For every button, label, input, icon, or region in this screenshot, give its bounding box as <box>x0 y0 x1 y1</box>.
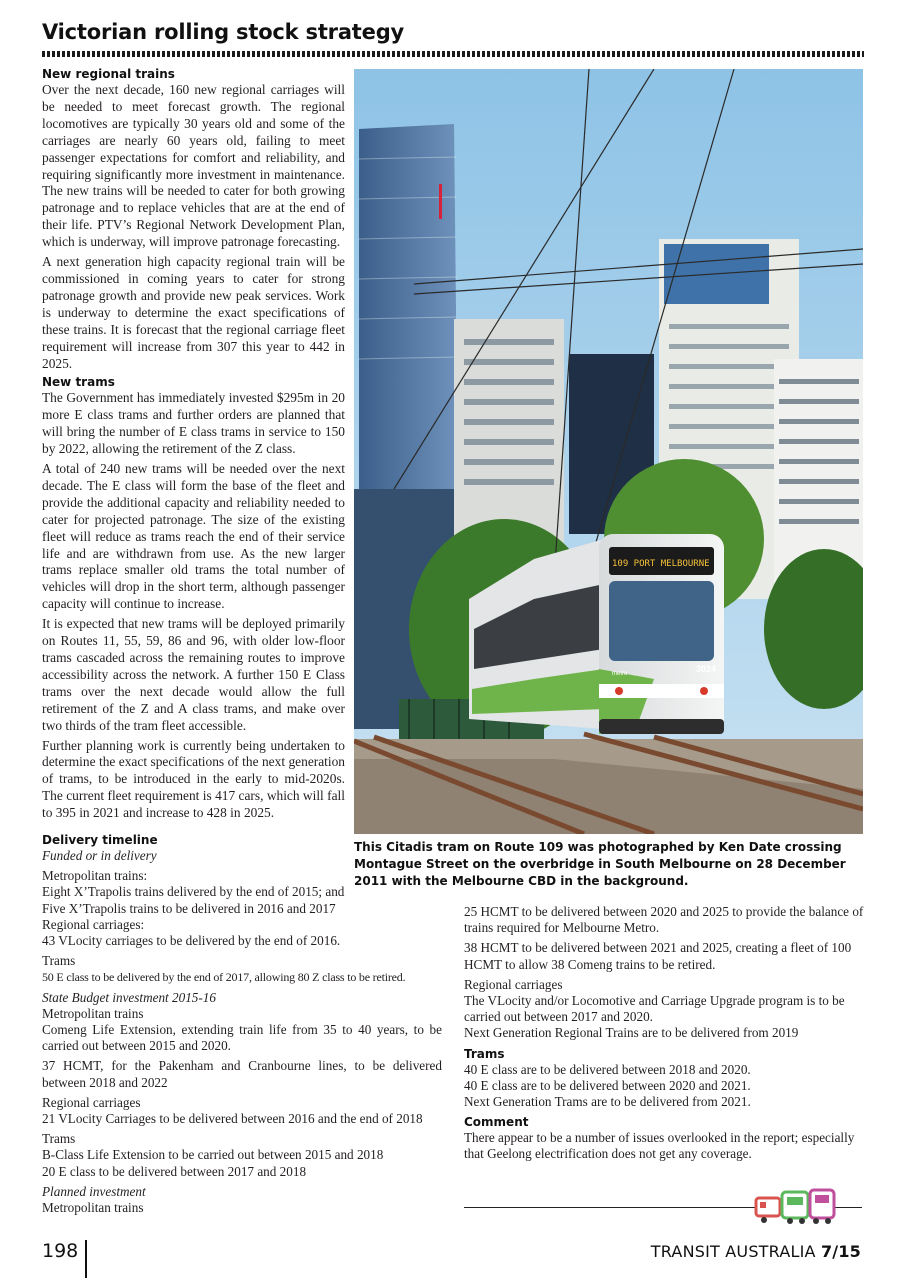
paragraph: A total of 240 new trams will be needed over the next decade. The E class will form the base of the fleet and provide the additional capacity and reliability needed to cater for projected patronage. The size of the existing fleet will reduce as trams reach the end of their service life and are withdrawn from use. As the new larger trams replace smaller old trams the total number of vehicles will drop in the short term, although passenger capacity will continue to increase. <box>42 461 345 612</box>
delivery-timeline <box>42 832 442 1216</box>
paragraph: Further planning work is currently being undertaken to determine the exact specifications of the next generation of trams, to be introduced in the early to mid-2020s. The current fleet requirement is 417 cars, which will fall to 395 in 2021 and increase to 428 in 2025. <box>42 737 345 821</box>
paragraph: The Government has immediately invested $295m in 20 more E class trams and further orders are planned that will bring the number of E class trams in service to 150 by 2022, allowing the retirement of the Z class. <box>42 390 345 457</box>
subheading-funded: Funded or in delivery <box>42 848 157 863</box>
destination-sign: 109 PORT MELBOURNE <box>612 559 710 569</box>
label-metro: Metropolitan trains <box>42 1200 144 1216</box>
operator-logo: metro <box>612 671 628 677</box>
issue-number: 7/15 <box>820 1242 861 1261</box>
timeline-item: 40 E class are to be delivered between 2020 and 2021. <box>464 1077 751 1093</box>
paragraph: Over the next decade, 160 new regional carriages will be needed to meet forecast growth. The regional locomotives are typically 30 years old and some of the carriages are nearly 60 years old, failing to meet passenger expectations for comfort and reliability, and requiring significantly more investment in maintenance. The new trains will be needed to cater for both growing patronage and to replace vehicles that are at the end of their life. PTV’s Regional Network Development Plan, which is underway, will improve patronage forecasting. <box>42 82 345 250</box>
page-title: Victorian rolling stock strategy <box>42 20 405 44</box>
timeline-item: 50 E class to be delivered by the end of 2017, allowing 80 Z class to be retired. <box>42 970 406 985</box>
timeline-item: 37 HCMT, for the Pakenham and Cranbourne lines, to be delivered between 2018 and 2022 <box>42 1058 442 1090</box>
journal-footer <box>651 1242 861 1261</box>
subheading-state-budget: State Budget investment 2015-16 <box>42 989 216 1005</box>
label-trams: Trams <box>42 1131 76 1147</box>
label-metro: Metropolitan trains: <box>42 868 148 884</box>
subheading-planned: Planned investment <box>42 1183 146 1199</box>
journal-name: TRANSIT AUSTRALIA <box>650 1242 816 1261</box>
timeline-item: 38 HCMT to be delivered between 2021 and 2025, creating a fleet of 100 HCMT to allow 38 Comeng trains to be retired. <box>464 940 852 972</box>
section-heading-regional-trains: New regional trains <box>42 67 175 81</box>
paragraph: It is expected that new trams will be deployed primarily on Routes 11, 55, 59, 86 and 96, with older low-floor trams cascaded across the remaining routes to improve accessibility across the network. A further 150 E Class trams over the next decade would allow the full retirement of the Z and A class trams, and make over two thirds of the tram fleet accessible. <box>42 616 345 733</box>
timeline-item: Comeng Life Extension, extending train life from 35 to 40 years, to be carried out between 2015 and 2020. <box>42 1022 442 1054</box>
label-regional: Regional carriages: <box>42 916 145 932</box>
timeline-item: Next Generation Regional Trains are to be delivered from 2019 <box>464 1025 799 1041</box>
page-number-divider <box>85 1240 87 1278</box>
timeline-item: 43 VLocity carriages to be delivered by the end of 2016. <box>42 933 341 949</box>
section-heading-comment: Comment <box>464 1115 529 1130</box>
transport-vehicles-icon <box>752 1184 860 1228</box>
comment-paragraph: There appear to be a number of issues overlooked in the report; especially that Geelong electrification does not get any coverage. <box>464 1130 855 1162</box>
timeline-item: Eight X’Trapolis trains delivered by the end of 2015; and <box>42 884 345 900</box>
label-trams: Trams <box>42 953 76 969</box>
timeline-item: 20 E class to be delivered between 2017 and 2018 <box>42 1163 307 1179</box>
section-heading-trams: Trams <box>464 1046 505 1061</box>
timeline-item: The VLocity and/or Locomotive and Carriage Upgrade program is to be carried out between 2017 and 2020. <box>464 993 845 1025</box>
label-metro: Metropolitan trains <box>42 1005 144 1021</box>
timeline-continued-column <box>464 904 864 1163</box>
fleet-number: 3024 <box>696 664 717 674</box>
timeline-item: B-Class Life Extension to be carried out between 2015 and 2018 <box>42 1147 384 1163</box>
timeline-item: 40 E class are to be delivered between 2018 and 2020. <box>464 1061 751 1077</box>
section-heading-new-trams: New trams <box>42 375 115 390</box>
photo-caption: This Citadis tram on Route 109 was photographed by Ken Date crossing Montague Street on the overbridge in South Melbourne on 28 December 2011 with the Melbourne CBD in the background. <box>354 840 846 888</box>
title-dotted-rule <box>42 51 864 57</box>
label-regional: Regional carriages <box>464 976 563 992</box>
page-number: 198 <box>42 1240 79 1262</box>
tram-photo <box>354 69 863 834</box>
timeline-item: Next Generation Trams are to be delivered from 2021. <box>464 1094 751 1110</box>
section-heading-delivery-timeline: Delivery timeline <box>42 833 158 847</box>
timeline-item: Five X’Trapolis trains to be delivered in 2016 and 2017 <box>42 900 336 916</box>
timeline-item: 25 HCMT to be delivered between 2020 and 2025 to provide the balance of trains required for Melbourne Metro. <box>464 904 864 936</box>
timeline-item: 21 VLocity Carriages to be delivered between 2016 and the end of 2018 <box>42 1111 423 1127</box>
article-left-column <box>42 66 345 822</box>
label-regional: Regional carriages <box>42 1094 141 1110</box>
paragraph: A next generation high capacity regional train will be commissioned in coming years to cater for strong patronage growth and provide new peak services. Work is underway to determine the exact specifications of these trains. It is forecast that the regional carriage fleet requirement will increase from 307 this year to 442 in 2025. <box>42 254 345 371</box>
